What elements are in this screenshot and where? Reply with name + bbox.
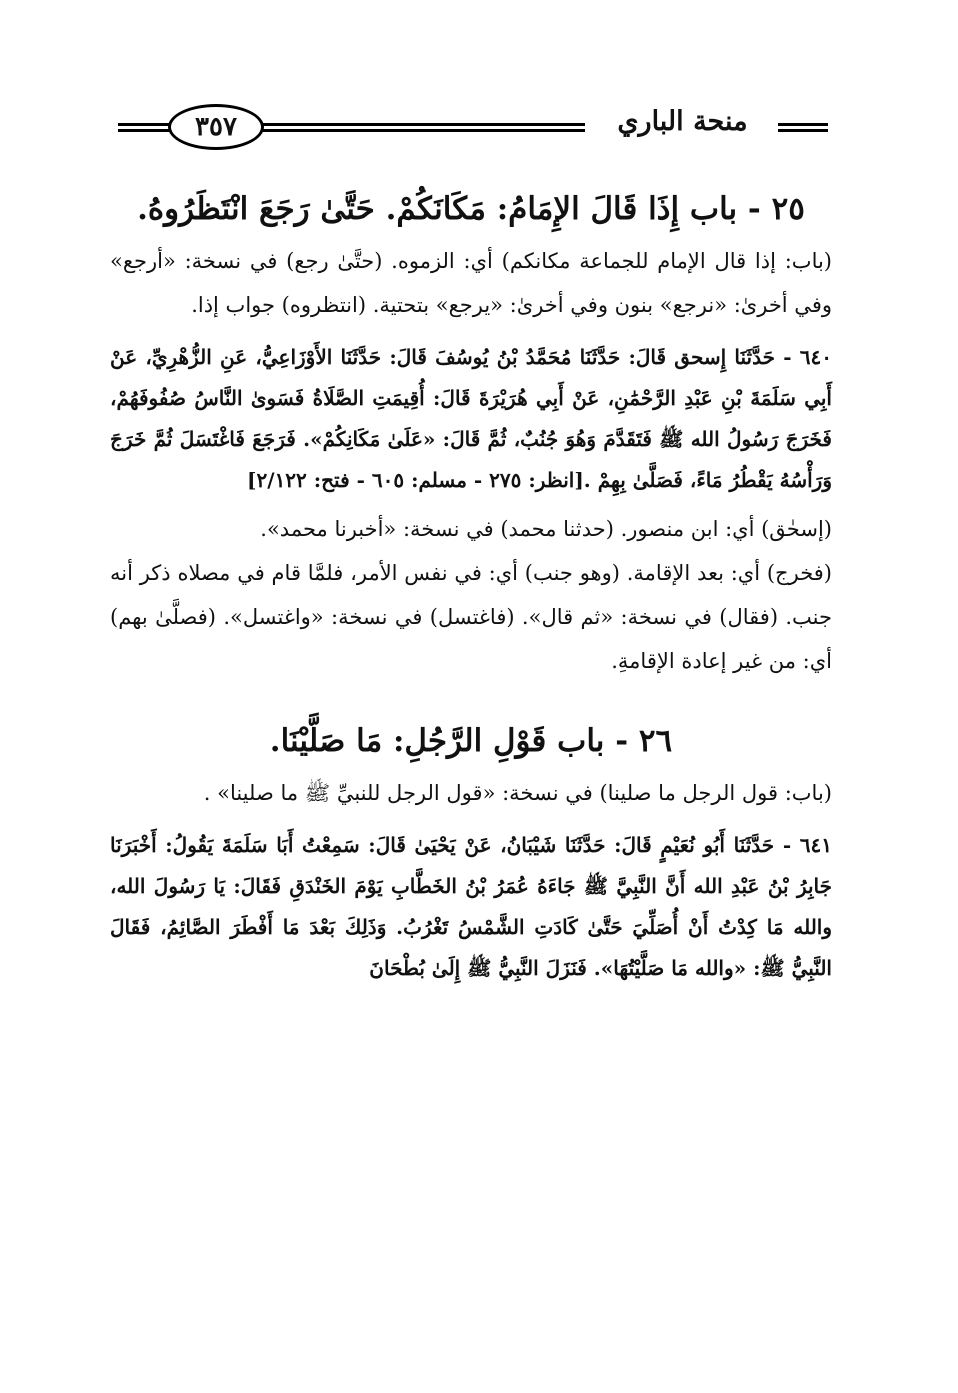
commentary-note-matn: (فخرج) أي: بعد الإقامة. (وهو جنب) أي: في نفس الأمر، فلمَّا قام في مصلاه ذكر أنه جنب. (فقال) في نسخة: «ثم قال». (فاغتسل) في نسخة: «واغتسل». (فصلَّىٰ بهم) أي: من غير إعادة الإقامةِ. — [110, 561, 833, 673]
header-rule-middle — [245, 123, 585, 132]
chapter-commentary-25: (باب: إذا قال الإمام للجماعة مكانكم) أي: الزموه. (حتَّىٰ رجع) في نسخة: «أرجع» وفي أخرىٰ: «نرجع» بنون وفي أخرىٰ: «يرجع» بتحتية. (انتظروه) جواب إذا. — [110, 249, 832, 317]
hadith-640: ٦٤٠ - حَدَّثَنَا إِسحق قَالَ: حَدَّثَنَا مُحَمَّدُ بْنُ يُوسُفَ قَالَ: حَدَّثَنَا الأَوْزَاعِيُّ، عَنِ الزُّهْرِيِّ، عَنْ أَبِي سَلَمَةَ بْنِ عَبْدِ الرَّحْمَٰنِ، عَنْ أَبِي هُرَيْرَةَ قَالَ: أُقِيمَتِ الصَّلَاةُ فَسَوىٰ النَّاسُ صُفُوفَهُمْ، فَخَرَجَ رَسُولُ الله ﷺ فَتَقَدَّمَ وَهُوَ جُنُبٌ، ثُمَّ قَالَ: «عَلَىٰ مَكَانِكُمْ». فَرَجَعَ فَاغْتَسَلَ ثُمَّ خَرَجَ وَرَأْسُهُ يَقْطُرُ مَاءً، فَصَلَّىٰ بِهِمْ .[انظر: ٢٧٥ - مسلم: ٦٠٥ - فتح: ٢/١٢٢] — [110, 345, 832, 492]
page-number-badge: ٣٥٧ — [168, 104, 264, 150]
commentary-note-isnad: (إسحٰق) أي: ابن منصور. (حدثنا محمد) في نسخة: «أخبرنا محمد». — [260, 517, 832, 541]
chapter-heading-26: ٢٦ - باب قَوْلِ الرَّجُلِ: مَا صَلَّيْنَا. — [269, 723, 673, 759]
chapter-heading-25: ٢٥ - باب إِذَا قَالَ الإِمَامُ: مَكَانَكُمْ. حَتَّىٰ رَجَعَ انْتَظَرُوهُ. — [137, 191, 805, 227]
chapter-commentary-26: (باب: قول الرجل ما صلينا) في نسخة: «قول الرجل للنبيِّ ﷺ ما صلينا» . — [203, 781, 832, 805]
page-body — [110, 185, 832, 995]
running-title: منحة الباري — [617, 106, 748, 137]
chapter-spacer — [110, 683, 832, 717]
hadith-641: ٦٤١ - حَدَّثَنَا أَبُو نُعَيْمٍ قَالَ: حَدَّثَنَا شَيْبَانُ، عَنْ يَحْيَىٰ قَالَ: سَمِعْتُ أَبَا سَلَمَةَ يَقُولُ: أَخْبَرَنَا جَابِرُ بْنُ عَبْدِ الله أَنَّ النَّبِيَّ ﷺ جَاءَهُ عُمَرُ بْنُ الخَطَّابِ يَوْمَ الخَنْدَقِ فَقَالَ: يَا رَسُولَ الله، والله مَا كِدْتُ أَنْ أُصَلِّيَ حَتَّىٰ كَادَتِ الشَّمْسُ تَغْرُبُ. وَذَلِكَ بَعْدَ مَا أَفْطَرَ الصَّائِمُ، فَقَالَ النَّبِيُّ ﷺ: «والله مَا صَلَّيْتُهَا». فَنَزَلَ النَّبِيُّ ﷺ إِلَىٰ بُطْحَانَ — [110, 833, 832, 980]
header-rule-right — [778, 123, 828, 132]
page-header — [110, 102, 830, 152]
